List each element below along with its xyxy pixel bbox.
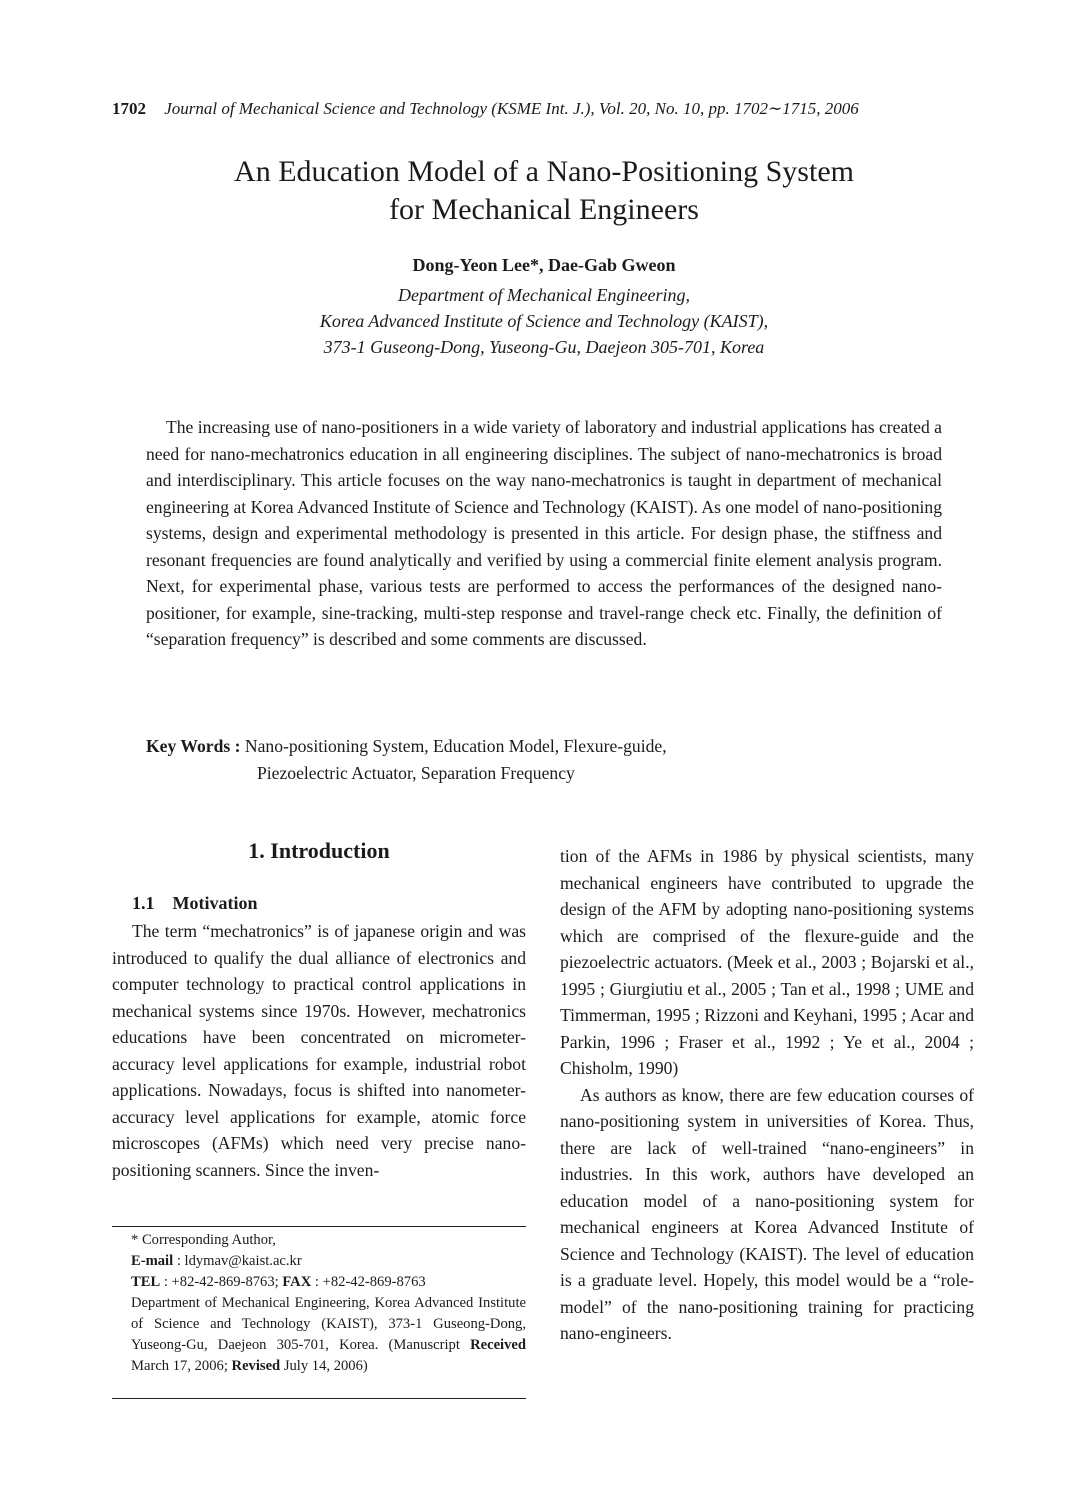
footnote-phone-line [131,1272,526,1293]
received-date: March 17, 2006; [131,1358,232,1374]
fax-label: FAX [282,1274,312,1290]
subsection-heading [132,893,258,914]
footnote-corresponding: * Corresponding Author, [131,1232,276,1248]
keywords-line-2: Piezoelectric Actuator, Separation Frequency [257,762,575,783]
abstract: The increasing use of nano-positioners in a wide variety of laboratory and industrial applications has created a need for nano-mechatronics education in all engineering disciplines. The subject of nano-mechatronics is broad and interdisciplinary. This article focuses on the way nano-mechatronics is taught in department of mechanical engineering at Korea Advanced Institute of Science and Technology (KAIST). As one model of nano-positioning systems, design and experimental methodology is presented in this article. For design phase, the stiffness and resonant frequencies are found analytically and verified by using a commercial finite element analysis program. Next, for experimental phase, various tests are performed to access the performances of the designed nano-positioner, for example, sine-tracking, multi-step response and travel-range check etc. Finally, the definition of “separation frequency” is described and some comments are discussed. [146,417,942,649]
address-text: Department of Mechanical Engineering, Korea Advanced Institute of Science and Technology (KAIST), 373-1 Guseong-Dong, Yuseong-Gu, Daejeon 305-701, Korea. (Manuscript [131,1295,526,1353]
subsection-number: 1.1 [132,893,155,913]
tel-value: : +82-42-869-8763; [160,1274,283,1290]
tel-label: TEL [131,1274,161,1290]
page-number: 1702 [112,99,146,118]
author-list: Dong-Yeon Lee*, Dae-Gab Gweon [412,255,676,275]
title-line-1: An Education Model of a Nano-Positioning System [234,155,854,188]
email-value: : ldymav@kaist.ac.kr [173,1253,302,1269]
affiliation-line-1: Department of Mechanical Engineering, [398,285,690,305]
keywords-line-1: Nano-positioning System, Education Model, Flexure-guide, [244,736,667,756]
section-heading: 1. Introduction [248,838,390,863]
footnote-rule-top [112,1226,526,1227]
footnote-address [131,1293,526,1377]
right-column-paragraph-2: As authors as know, there are few education courses of nano-positioning system in universities of Korea. Thus, there are lack of well-trained “nano-engineers” in industries. In this work, authors have developed an education model of a nano-positioning system for mechanical engineers at Korea Advanced Institute of Science and Technology (KAIST). The level of education is a graduate level. Hopely, this model would be a “role-model” of the nano-positioning training for practicing nano-engineers. [560,1084,974,1343]
footnote-email-line [131,1251,526,1272]
keywords-label: Key Words : [146,736,241,756]
title-line-2: for Mechanical Engineers [389,193,699,226]
footnote [131,1230,526,1377]
journal-citation: Journal of Mechanical Science and Technology (KSME Int. J.), Vol. 20, No. 10, pp. 1702∼1715, 2006 [164,99,859,118]
affiliation [0,282,1088,360]
right-column-paragraph-1: tion of the AFMs in 1986 by physical scientists, many mechanical engineers have contributed to upgrade the design of the AFM by adopting nano-positioning systems which are comprised of the flexure-guide and the piezoelectric actuators. (Meek et al., 2003 ; Bojarski et al., 1995 ; Giurgiutiu et al., 2005 ; Tan et al., 1998 ; UME and Timmerman, 1995 ; Rizzoni and Keyhani, 1995 ; Acar and Parkin, 1996 ; Fraser et al., 1992 ; Ye et al., 2004 ; Chisholm, 1990) [560,846,974,1078]
paper-title [0,153,1088,229]
affiliation-line-2: Korea Advanced Institute of Science and Technology (KAIST), [319,311,769,331]
affiliation-line-3: 373-1 Guseong-Dong, Yuseong-Gu, Daejeon 305-701, Korea [323,337,765,357]
subsection-title: Motivation [172,893,258,913]
footnote-rule-bottom [112,1398,526,1399]
running-header [112,99,982,119]
received-label: Received [470,1337,526,1353]
fax-value: : +82-42-869-8763 [311,1274,426,1290]
left-column-paragraph: The term “mechatronics” is of japanese origin and was introduced to qualify the dual alliance of electronics and computer technology to practical control applications in mechanical systems since 1970s. However, mechatronics educations have been concentrated on micrometer-accuracy level applications for example, industrial robot applications. Nowadays, focus is shifted into nanometer-accuracy level applications for example, atomic force microscopes (AFMs) which need very precise nano-positioning scanners. Since the inven- [112,921,526,1180]
revised-label: Revised [231,1358,281,1374]
email-label: E-mail [131,1253,174,1269]
keywords [146,733,942,786]
right-column [560,843,974,1347]
revised-date: July 14, 2006) [280,1358,368,1374]
